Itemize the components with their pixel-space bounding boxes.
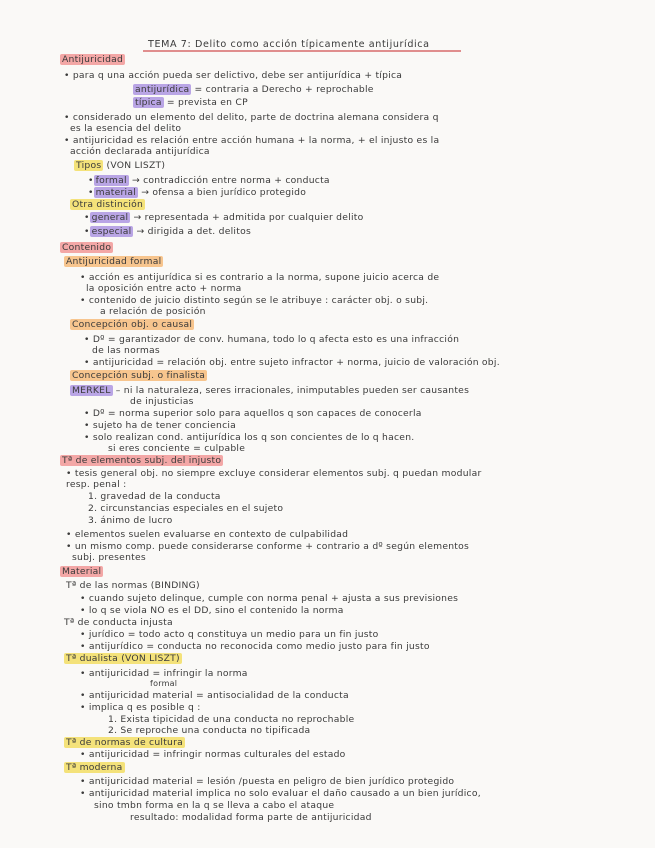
note-line-10: • formal → contradicción entre norma + conducta bbox=[88, 175, 330, 186]
note-line-56: • antijuricidad = infringir normas culturales del estado bbox=[80, 749, 346, 760]
note-line-8: acción declarada antijurídica bbox=[70, 146, 210, 157]
page-title: TEMA 7: Delito como acción típicamente antijurídica bbox=[148, 39, 430, 50]
section-heading-contenido: Contenido bbox=[62, 242, 112, 253]
note-line-57: Tª moderna bbox=[66, 762, 123, 773]
note-line-59: • antijuricidad material implica no solo evaluar el daño causado a un bien jurídico, bbox=[80, 788, 481, 799]
note-line-41 bbox=[60, 566, 103, 577]
note-line-12: Otra distinción bbox=[72, 199, 144, 210]
note-line-25: Concepción subj. o finalista bbox=[72, 370, 206, 381]
note-line-4: típica = prevista en CP bbox=[135, 97, 248, 108]
note-line-45: Tª de conducta injusta bbox=[64, 617, 173, 628]
note-line-44: • lo q se viola NO es el DD, sino el contenido la norma bbox=[80, 605, 344, 616]
note-line-20: a relación de posición bbox=[100, 306, 206, 317]
note-line-38: • elementos suelen evaluarse en contexto de culpabilidad bbox=[66, 529, 349, 540]
note-line-39: • un mismo comp. puede considerarse conforme + contrario a dº según elementos bbox=[66, 541, 470, 552]
note-line-23: de las normas bbox=[92, 345, 160, 356]
note-line-42: Tª de las normas (BINDING) bbox=[66, 580, 200, 591]
note-line-47: • antijurídico = conducta no reconocida como medio justo para fin justo bbox=[80, 641, 430, 652]
note-line-32: Tª de elementos subj. del injusto bbox=[62, 455, 222, 466]
note-line-3: antijurídica = contraria a Derecho + reprochable bbox=[135, 84, 374, 95]
note-line-54: 2. Se reproche una conducta no tipificada bbox=[108, 725, 311, 736]
note-line-15 bbox=[60, 242, 113, 253]
note-line-2: • para q una acción pueda ser delictivo, debe ser antijurídica + típica bbox=[64, 70, 403, 81]
note-line-40: subj. presentes bbox=[72, 552, 146, 563]
note-line-29: • sujeto ha de tener conciencia bbox=[84, 420, 237, 431]
note-line-58: • antijuricidad material = lesión /puesta en peligro de bien jurídico protegido bbox=[80, 776, 455, 787]
note-line-21: Concepción obj. o causal bbox=[72, 319, 193, 330]
note-line-35: 1. gravedad de la conducta bbox=[88, 491, 221, 502]
note-line-61: resultado: modalidad forma parte de antijuricidad bbox=[130, 812, 372, 823]
note-line-9: Tipos (VON LISZT) bbox=[76, 160, 166, 171]
note-line-46: • jurídico = todo acto q constituya un medio para un fin justo bbox=[80, 629, 379, 640]
note-line-7: • antijuricidad es relación entre acción humana + la norma, + el injusto es la bbox=[64, 135, 440, 146]
note-line-24: • antijuricidad = relación obj. entre sujeto infractor + norma, juicio de valoración obj. bbox=[84, 357, 500, 368]
note-line-37: 3. ánimo de lucro bbox=[88, 515, 173, 526]
note-line-48: Tª dualista (VON LISZT) bbox=[66, 653, 180, 664]
note-line-52: • implica q es posible q : bbox=[80, 702, 201, 713]
note-line-49: • antijuricidad = infringir la norma bbox=[80, 668, 248, 679]
note-line-34: resp. penal : bbox=[66, 479, 127, 490]
note-line-27: de injusticias bbox=[130, 396, 194, 407]
note-line-22: • Dº = garantizador de conv. humana, todo lo q afecta esto es una infracción bbox=[84, 334, 460, 345]
note-line-43: • cuando sujeto delinque, cumple con norma penal + ajusta a sus previsiones bbox=[80, 593, 459, 604]
note-line-19: • contenido de juicio distinto según se le atribuye : carácter obj. o subj. bbox=[80, 295, 429, 306]
note-line-60: sino tmbn forma en la q se lleva a cabo el ataque bbox=[94, 800, 335, 811]
note-line-1 bbox=[60, 54, 125, 65]
note-line-16: Antijuricidad formal bbox=[66, 256, 162, 267]
section-heading-antijuricidad: Antijuricidad bbox=[62, 54, 124, 65]
note-line-28: • Dº = norma superior solo para aquellos q son capaces de conocerla bbox=[84, 408, 422, 419]
note-line-26: MERKEL – ni la naturaleza, seres irracionales, inimputables pueden ser causantes bbox=[72, 385, 470, 396]
note-line-51: • antijuricidad material = antisocialidad de la conducta bbox=[80, 690, 349, 701]
note-line-11: • material → ofensa a bien jurídico protegido bbox=[88, 187, 307, 198]
note-line-36: 2. circunstancias especiales en el sujeto bbox=[88, 503, 284, 514]
title-underline bbox=[143, 50, 461, 52]
note-line-14: • especial → dirigida a det. delitos bbox=[84, 226, 251, 237]
note-line-53: 1. Exista tipicidad de una conducta no reprochable bbox=[108, 714, 355, 725]
note-line-33: • tesis general obj. no siempre excluye considerar elementos subj. q puedan modular bbox=[66, 468, 482, 479]
note-line-13: • general → representada + admitida por cualquier delito bbox=[84, 212, 364, 223]
note-line-55: Tª de normas de cultura bbox=[66, 737, 184, 748]
note-line-50: formal bbox=[150, 679, 178, 688]
note-line-17: • acción es antijurídica si es contrario a la norma, supone juicio acerca de bbox=[80, 272, 440, 283]
note-line-31: si eres conciente = culpable bbox=[108, 443, 246, 454]
note-line-18: la oposición entre acto + norma bbox=[86, 283, 242, 294]
note-line-30: • solo realizan cond. antijurídica los q son concientes de lo q hacen. bbox=[84, 432, 415, 443]
note-line-5: • considerado un elemento del delito, parte de doctrina alemana considera q bbox=[64, 112, 439, 123]
section-heading-material: Material bbox=[62, 566, 102, 577]
note-line-6: es la esencia del delito bbox=[70, 123, 182, 134]
